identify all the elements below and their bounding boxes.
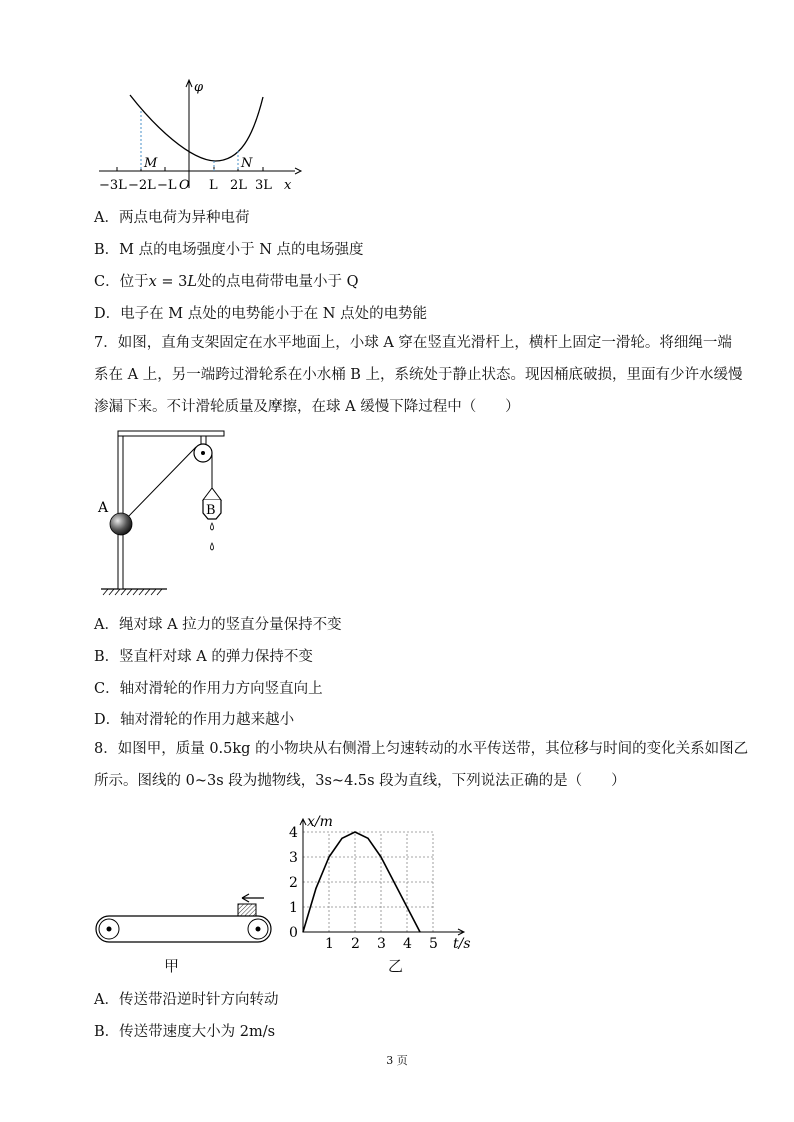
data-point: [393, 881, 394, 882]
ground-hatching: [103, 589, 162, 595]
q7-option-c: C．轴对滑轮的作用力方向竖直向上: [94, 681, 323, 697]
x-axis-label: t/s: [453, 936, 471, 952]
caption-yi: 乙: [388, 957, 404, 975]
q6-option-b: B．M 点的电场强度小于 N 点的电场强度: [94, 242, 364, 258]
page-number: 3 页: [386, 1054, 408, 1067]
phi-label: φ: [194, 80, 204, 95]
tick-label: −3L: [99, 178, 127, 193]
y-tick-label: 0: [289, 925, 298, 941]
tick-label: L: [209, 178, 218, 193]
q6-option-a: A．两点电荷为异种电荷: [94, 210, 250, 226]
q7-stem: [94, 327, 743, 423]
tick-label: O: [179, 178, 190, 193]
data-point: [341, 838, 342, 839]
q6-option-c: C．位于𝑥 = 3𝐿处的点电荷带电量小于 Q: [94, 274, 359, 290]
q8-option-a: A．传送带沿逆时针方向转动: [94, 992, 279, 1008]
q7-stem-line: 系在 A 上，另一端跨过滑轮系在小水桶 B 上，系统处于静止状态。现因桶底破损，里面有少许水缓慢: [94, 367, 743, 383]
x-tick-label: 4: [403, 936, 412, 952]
point-N-label: N: [241, 156, 253, 171]
data-point: [419, 931, 420, 932]
y-tick-label: 2: [289, 875, 298, 891]
bucket-label: B: [206, 503, 216, 518]
data-point: [367, 838, 368, 839]
x-tick-label: 5: [429, 936, 438, 952]
point-M-label: M: [144, 156, 158, 171]
data-point: [302, 931, 303, 932]
y-tick-label: 3: [289, 850, 298, 866]
left-roller-axle: [107, 927, 112, 932]
q8-stem-line: 所示。图线的 0~3s 段为抛物线，3s~4.5s 段为直线，下列说法正确的是（ ）: [94, 773, 626, 789]
data-point: [328, 856, 329, 857]
belt: [96, 916, 271, 942]
ball-label: A: [98, 500, 109, 516]
horizontal-beam: [118, 431, 224, 436]
y-tick-label: 1: [289, 900, 298, 916]
q6-option-d: D．电子在 M 点处的电势能小于在 N 点处的电势能: [94, 306, 428, 322]
q8-option-b: B．传送带速度大小为 2m/s: [94, 1024, 276, 1040]
data-point: [354, 831, 355, 832]
pulley-diagram: [95, 425, 235, 600]
right-roller-axle: [256, 927, 261, 932]
tick-label: 2L: [230, 178, 247, 193]
q7-option-d: D．轴对滑轮的作用力越来越小: [94, 712, 295, 728]
caption-jia: 甲: [164, 957, 180, 975]
pulley-axle: [201, 451, 205, 455]
q7-stem-line: 渗漏下来。不计滑轮质量及摩擦，在球 A 缓慢下降过程中（ ）: [94, 399, 520, 415]
data-point: [315, 888, 316, 889]
ball-a: [110, 513, 132, 535]
potential-curve: [130, 95, 263, 161]
water-drop: [211, 523, 214, 530]
data-point: [380, 856, 381, 857]
conveyor-diagram: [92, 890, 277, 950]
y-axis-label: x/m: [307, 814, 333, 830]
x-axis-arrow: [295, 168, 301, 174]
q7-option-a: A．绳对球 A 拉力的竖直分量保持不变: [94, 617, 342, 633]
y-tick-label: 4: [289, 825, 298, 841]
xt-chart: [280, 798, 480, 953]
data-point: [406, 906, 407, 907]
water-drop: [211, 543, 214, 550]
q8-stem-line: 8．如图甲，质量 0.5kg 的小物块从右侧滑上匀速转动的水平传送带，其位移与时间的变化关系如图乙: [94, 741, 749, 757]
block: [238, 904, 256, 916]
q7-option-b: B．竖直杆对球 A 的弹力保持不变: [94, 649, 313, 665]
bucket-handle: [203, 488, 221, 500]
x-tick-label: 3: [377, 936, 386, 952]
potential-graph: [95, 75, 310, 195]
vertical-rod: [118, 431, 123, 589]
q7-stem-line: 7．如图，直角支架固定在水平地面上，小球 A 穿在竖直光滑杆上，横杆上固定一滑轮。将细绳一端: [94, 335, 732, 351]
tick-label: 3L: [255, 178, 272, 193]
tick-label: −L: [157, 178, 177, 193]
q8-stem: [94, 733, 749, 797]
x-label: x: [284, 178, 292, 193]
x-tick-label: 1: [325, 936, 334, 952]
x-tick-label: 2: [351, 936, 360, 952]
rope-to-a: [124, 447, 196, 521]
tick-label: −2L: [128, 178, 156, 193]
